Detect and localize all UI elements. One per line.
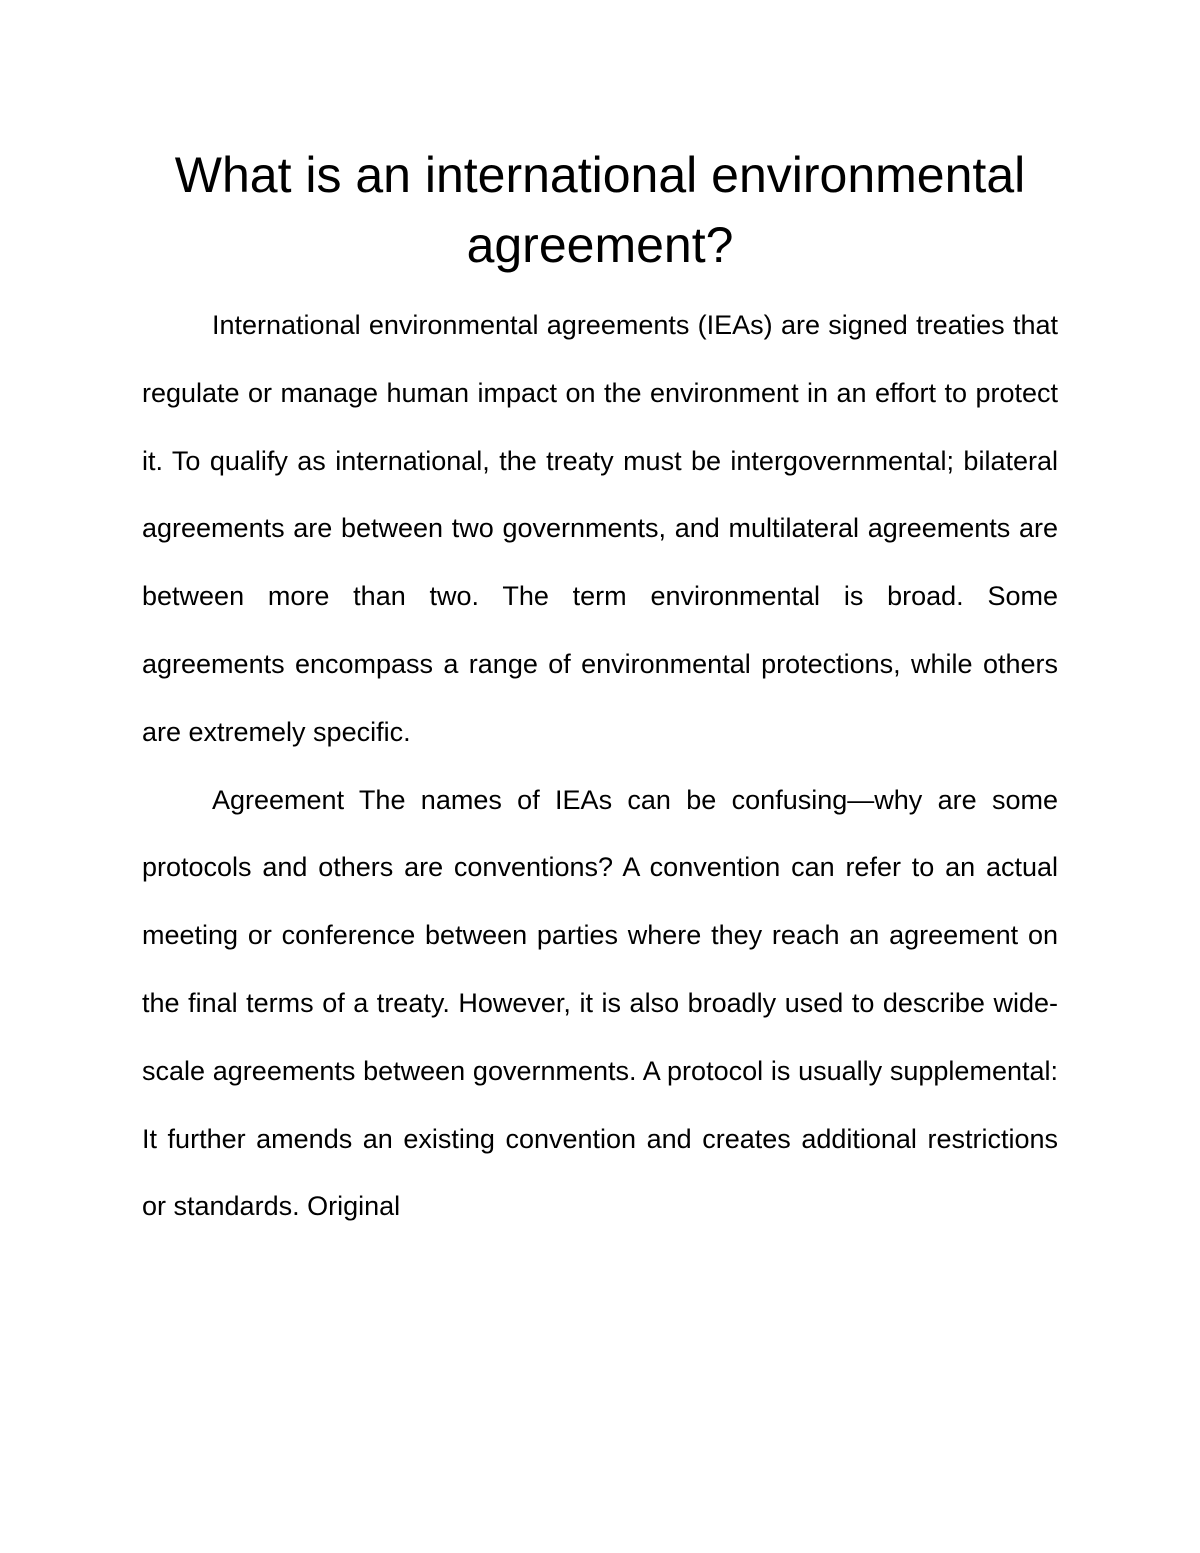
paragraph-1: International environmental agreements (IEAs) are signed treaties that regulate or manage human impact on the environment in an effort to protect it. To qualify as international, the treaty must be intergovernmental; bilateral agreements are between two governments, and multilateral agreements are between more than two. The term environmental is broad. Some agreements encompass a range of environmental protections, while others are extremely specific. <box>142 310 1058 747</box>
paragraph-2: Agreement The names of IEAs can be confusing—why are some protocols and others are conventions? A convention can refer to an actual meeting or conference between parties where they reach an agreement on the final terms of a treaty. However, it is also broadly used to describe wide-scale agreements between governments. A protocol is usually supplemental: It further amends an existing convention and creates additional restrictions or standards. Original <box>142 784 1058 1222</box>
document-title: What is an international environmental agreement? <box>174 147 1026 273</box>
document-body <box>142 292 1058 1241</box>
